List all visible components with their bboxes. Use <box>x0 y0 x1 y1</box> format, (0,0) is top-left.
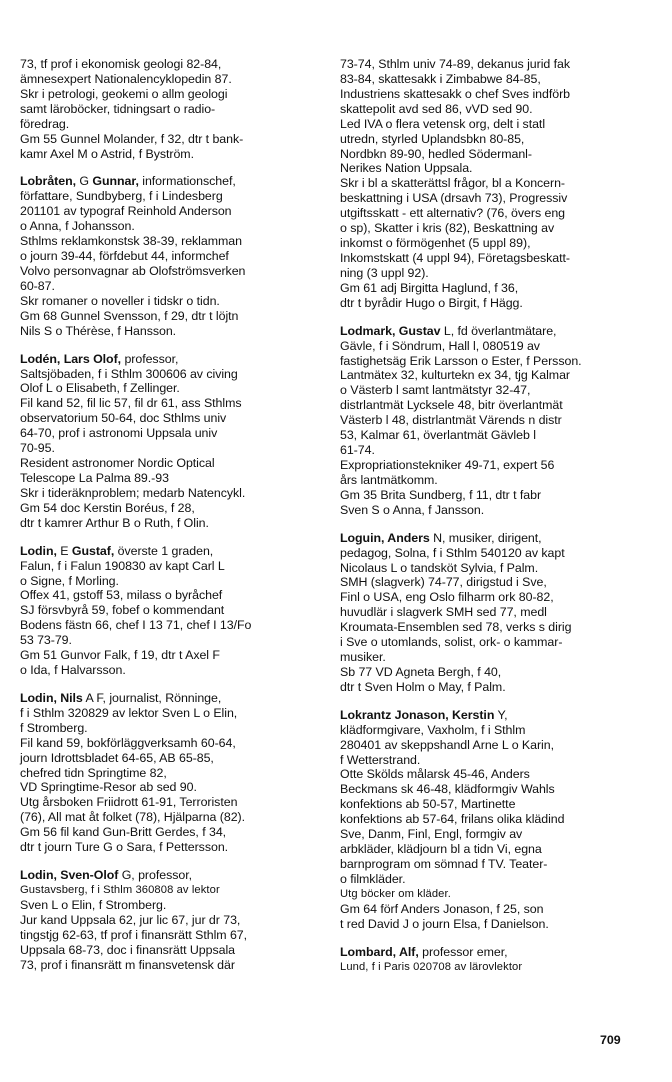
entry-text-line: Beckmans sk 46-48, klädformgiv Wahls <box>340 782 555 797</box>
biography-entry <box>20 544 302 678</box>
entry-text-line: Gm 35 Brita Sundberg, f 11, dtr t fabr <box>340 487 542 502</box>
entry-text-line: t red David J o journ Elsa, f Danielson. <box>340 916 549 931</box>
entry-text-line: Nerikes Nation Uppsala. <box>340 161 473 176</box>
entry-text-line: musiker. <box>340 650 386 665</box>
entry-heading-line <box>20 544 302 559</box>
entry-text-line: beskattning i USA (drsavh 73), Progressiv <box>340 191 568 206</box>
entry-text-line: o Västerb l samt lantmätstyr 32-47, <box>340 383 531 398</box>
entry-name: Gunnar, <box>92 174 139 189</box>
entry-text-line: ning (3 uppl 92). <box>340 265 429 280</box>
entry-text-line: klädformgivare, Vaxholm, f i Sthlm <box>340 722 526 737</box>
entry-text-line: Lund, f i Paris 020708 av lärovlektor <box>340 960 523 973</box>
entry-text-line: Telescope La Palma 89.-93 <box>20 470 169 485</box>
entry-text-line: dtr t journ Ture G o Sara, f Pettersson. <box>20 840 229 855</box>
entry-text-line: utgiftsskatt - ett alternativ? (76, övers eng <box>340 206 566 221</box>
entry-name: Gustaf, <box>71 543 115 558</box>
entry-heading-line <box>20 174 302 189</box>
entry-text-line: arbkläder, klädjourn bl a tidn Vi, egna <box>340 842 542 857</box>
entry-name: Lobråten, <box>20 174 76 189</box>
entry-text-line: Gm 55 Gunnel Molander, f 32, dtr t bank- <box>20 131 244 146</box>
entry-text: professor, <box>121 351 179 366</box>
entry-text-line: 73, tf prof i ekonomisk geologi 82-84, <box>20 57 222 71</box>
entry-text-line: författare, Sundbyberg, f i Lindesberg <box>20 189 223 204</box>
entry-text-line: Gm 61 adj Birgitta Haglund, f 36, <box>340 280 519 295</box>
entry-text: informationschef, <box>138 174 236 189</box>
entry-text-line: Saltsjöbaden, f i Sthlm 300606 av civing <box>20 366 238 381</box>
entry-name: Lodmark, Gustav <box>340 323 441 338</box>
entry-heading-line <box>340 945 622 960</box>
entry-text-line: Nicolaus L o tandsköt Sylvia, f Palm. <box>340 560 539 575</box>
entry-text-line: Expropriationstekniker 49-71, expert 56 <box>340 457 555 472</box>
entry-text-line: konfektions ab 50-57, Martinette <box>340 797 516 812</box>
biography-entry <box>20 868 302 972</box>
entry-heading-line <box>340 324 622 339</box>
entry-text-line: Kroumata-Ensemblen sed 78, verks s dirig <box>340 620 572 635</box>
entry-text-line: Offex 41, gstoff 53, milass o byråchef <box>20 588 223 603</box>
page-number: 709 <box>600 1033 621 1047</box>
biography-entry <box>340 945 622 975</box>
entry-text-line: 70-95. <box>20 441 55 456</box>
entry-text: L, fd överlantmätare, <box>440 323 557 338</box>
entry-text-line: observatorium 50-64, doc Sthlms univ <box>20 411 227 426</box>
entry-text-line: o journ 39-44, förfdebut 44, informchef <box>20 249 229 264</box>
entry-text: G, professor, <box>118 868 193 883</box>
entry-text-line: Gävle, f i Söndrum, Hall l, 080519 av <box>340 338 540 353</box>
entry-text-line: Gm 64 förf Anders Jonason, f 25, son <box>340 901 544 916</box>
entry-text-line: Led IVA o flera vetensk org, delt i statl <box>340 116 546 131</box>
entry-text-line: Gm 68 Gunnel Svensson, f 29, dtr t löjtn <box>20 308 239 323</box>
entry-text-line: Gm 56 fil kand Gun-Britt Gerdes, f 34, <box>20 825 227 840</box>
biography-entry <box>20 174 302 338</box>
entry-text-line: 60-87. <box>20 278 55 293</box>
entry-text-line: 201101 av typograf Reinhold Anderson <box>20 204 232 219</box>
entry-text: överste 1 graden, <box>114 543 214 558</box>
biography-entry <box>340 324 622 518</box>
entry-text-line: Sthlms reklamkonstsk 38-39, reklamman <box>20 234 242 249</box>
entry-text-line: Fil kand 59, bokförläggverksamh 60-64, <box>20 735 236 750</box>
entry-text-line: Skr i tideräknproblem; medarb Natencykl. <box>20 485 246 500</box>
entry-text-line: Sve, Danm, Finl, Engl, formgiv av <box>340 827 523 842</box>
left-column <box>20 57 302 986</box>
entry-text-line: Resident astronomer Nordic Optical <box>20 456 215 471</box>
entry-text-line: Västerb l 48, distrlantmät Värends n distr <box>340 413 562 428</box>
entry-text-line: f Stromberg. <box>20 720 88 735</box>
entry-text-line: 53 73-79. <box>20 633 72 648</box>
entry-text-line: inkomst o förmögenhet (5 uppl 89), <box>340 236 531 251</box>
entry-text-line: Inkomstskatt (4 uppl 94), Företagsbeskatt- <box>340 250 570 265</box>
entry-text-line: Skr i petrologi, geokemi o allm geologi <box>20 86 228 101</box>
entry-heading-line <box>340 708 622 723</box>
entry-heading-line <box>20 691 302 706</box>
biography-entry <box>20 57 302 161</box>
entry-text-line: f Wetterstrand. <box>340 752 421 767</box>
entry-text: A F, journalist, Rönninge, <box>82 690 222 705</box>
entry-text-line: 53, Kalmar 61, överlantmät Gävleb l <box>340 428 536 443</box>
entry-text-line: Falun, f i Falun 190830 av kapt Carl L <box>20 558 225 573</box>
entry-text-line: 64-70, prof i astronomi Uppsala univ <box>20 426 218 441</box>
entry-name: Lombard, Alf, <box>340 944 419 959</box>
entry-text-line: i Sve o utomlands, solist, ork- o kammar- <box>340 635 563 650</box>
entry-text-line: Sven S o Anna, f Jansson. <box>340 502 485 517</box>
entry-name: Lokrantz Jonason, Kerstin <box>340 707 495 722</box>
biography-entry <box>340 57 622 311</box>
entry-text-line: Utg böcker om kläder. <box>340 887 451 900</box>
entry-text-line: Gm 54 doc Kerstin Boréus, f 28, <box>20 500 195 515</box>
entry-text-line: f i Sthlm 320829 av lektor Sven L o Elin, <box>20 705 238 720</box>
entry-text-line: Skr romaner o noveller i tidskr o tidn. <box>20 293 220 308</box>
entry-text-line: fastighetsäg Erik Larsson o Ester, f Persson. <box>340 353 582 368</box>
biography-entry <box>340 708 622 932</box>
entry-text-line: ämnesexpert Nationalencyklopedin 87. <box>20 71 232 86</box>
entry-text-line: o Ida, f Halvarsson. <box>20 663 126 678</box>
entry-text-line: o sp), Skatter i kris (82), Beskattning av <box>340 221 555 236</box>
entry-text-line: dtr t Sven Holm o May, f Palm. <box>340 679 506 694</box>
biography-entry <box>20 691 302 855</box>
entry-text-line: Nils S o Thérèse, f Hansson. <box>20 323 177 338</box>
entry-text-line: Lantmätex 32, kulturtekn ex 34, tjg Kalmar <box>340 368 571 383</box>
entry-text-line: journ Idrottsbladet 64-65, AB 65-85, <box>20 750 214 765</box>
entry-name: Lodin, <box>20 543 57 558</box>
entry-name: Lodin, Sven-Olof <box>20 868 119 883</box>
entry-text-line: o filmkläder. <box>340 871 406 886</box>
entry-text-line: 280401 av skeppshandl Arne L o Karin, <box>340 737 554 752</box>
entry-text-line: barnprogram om sömnad f TV. Teater- <box>340 857 548 872</box>
entry-text: Y, <box>494 707 508 722</box>
biography-entry <box>340 531 622 695</box>
entry-heading-line <box>20 868 302 883</box>
entry-text-line: Utg årsboken Friidrott 61-91, Terroristen <box>20 795 238 810</box>
entry-text-line: pedagog, Solna, f i Sthlm 540120 av kapt <box>340 545 565 560</box>
entry-text-line: Bodens fästn 66, chef I 13 71, chef I 13/Fo <box>20 618 252 633</box>
entry-initial: G <box>76 174 93 189</box>
biography-entry <box>20 352 302 531</box>
entry-text-line: föredrag. <box>20 116 70 131</box>
entry-text-line: SMH (slagverk) 74-77, dirigstud i Sve, <box>340 575 547 590</box>
entry-text-line: Sb 77 VD Agneta Bergh, f 40, <box>340 664 502 679</box>
entry-text-line: Sven L o Elin, f Stromberg. <box>20 897 167 912</box>
entry-text-line: Gm 51 Gunvor Falk, f 19, dtr t Axel F <box>20 648 220 663</box>
entry-text-line: samt läroböcker, tidningsart o radio- <box>20 101 216 116</box>
entry-name: Loguin, Anders <box>340 530 430 545</box>
entry-text-line: skattepolit avd sed 86, vVD sed 90. <box>340 101 533 116</box>
entry-text: professor emer, <box>418 944 508 959</box>
entry-text-line: utredn, styrled Uplandsbkn 80-85, <box>340 131 525 146</box>
entry-text-line: konfektions ab 57-64, frilans olika klädind <box>340 812 565 827</box>
entry-text-line: Industriens skattesakk o chef Sves indförb <box>340 86 571 101</box>
entry-text-line: 61-74. <box>340 443 375 458</box>
entry-text-line: Uppsala 68-73, doc i finansrätt Uppsala <box>20 942 236 957</box>
entry-text-line: Gustavsberg, f i Sthlm 360808 av lektor <box>20 884 220 897</box>
entry-text-line: 73-74, Sthlm univ 74-89, dekanus jurid fak <box>340 57 571 71</box>
entry-text-line: o Anna, f Johansson. <box>20 219 135 234</box>
entry-text-line: tingstjg 62-63, tf prof i finansrätt Sthlm 67, <box>20 927 248 942</box>
entry-text-line: dtr t byrådir Hugo o Birgit, f Hägg. <box>340 295 523 310</box>
entry-text-line: Olof L o Elisabeth, f Zellinger. <box>20 381 180 396</box>
entry-text-line: huvudlär i slagverk SMH sed 77, medl <box>340 605 547 620</box>
entry-text-line: Fil kand 52, fil lic 57, fil dr 61, ass Sthlms <box>20 396 242 411</box>
entry-text-line: distrlantmät Lycksele 48, bitr överlantmät <box>340 398 563 413</box>
entry-text: N, musiker, dirigent, <box>429 530 542 545</box>
entry-text-line: chefred tidn Springtime 82, <box>20 765 167 780</box>
entry-text-line: o Signe, f Morling. <box>20 573 119 588</box>
entry-text-line: 83-84, skattesakk i Zimbabwe 84-85, <box>340 71 541 86</box>
entry-text-line: dtr t kamrer Arthur B o Ruth, f Olin. <box>20 515 209 530</box>
entry-initial: E <box>56 543 72 558</box>
entry-name: Lodin, Nils <box>20 690 83 705</box>
entry-text-line: Finl o USA, eng Oslo filharm ork 80-82, <box>340 590 554 605</box>
entry-heading-line <box>340 531 622 546</box>
entry-text-line: Nordbkn 89-90, hedled Södermanl- <box>340 146 532 161</box>
entry-text-line: års lantmätkomm. <box>340 472 438 487</box>
entry-text-line: 73, prof i finansrätt m finansvetensk där <box>20 957 235 972</box>
entry-text-line: VD Springtime-Resor ab sed 90. <box>20 780 197 795</box>
entry-heading-line <box>20 352 302 367</box>
entry-text-line: SJ försvbyrå 59, fobef o kommendant <box>20 603 225 618</box>
entry-text-line: Otte Skölds målarsk 45-46, Anders <box>340 767 530 782</box>
entry-name: Lodén, Lars Olof, <box>20 351 122 366</box>
entry-text-line: kamr Axel M o Astrid, f Byström. <box>20 146 194 161</box>
entry-text-line: Skr i bl a skatterättsl frågor, bl a Koncern- <box>340 176 566 191</box>
entry-text-line: Jur kand Uppsala 62, jur lic 67, jur dr 73, <box>20 912 241 927</box>
entry-text-line: Volvo personvagnar ab Olofströmsverken <box>20 263 246 278</box>
entry-text-line: (76), All mat åt folket (78), Hjälparna (82). <box>20 810 246 825</box>
right-column <box>340 57 622 987</box>
